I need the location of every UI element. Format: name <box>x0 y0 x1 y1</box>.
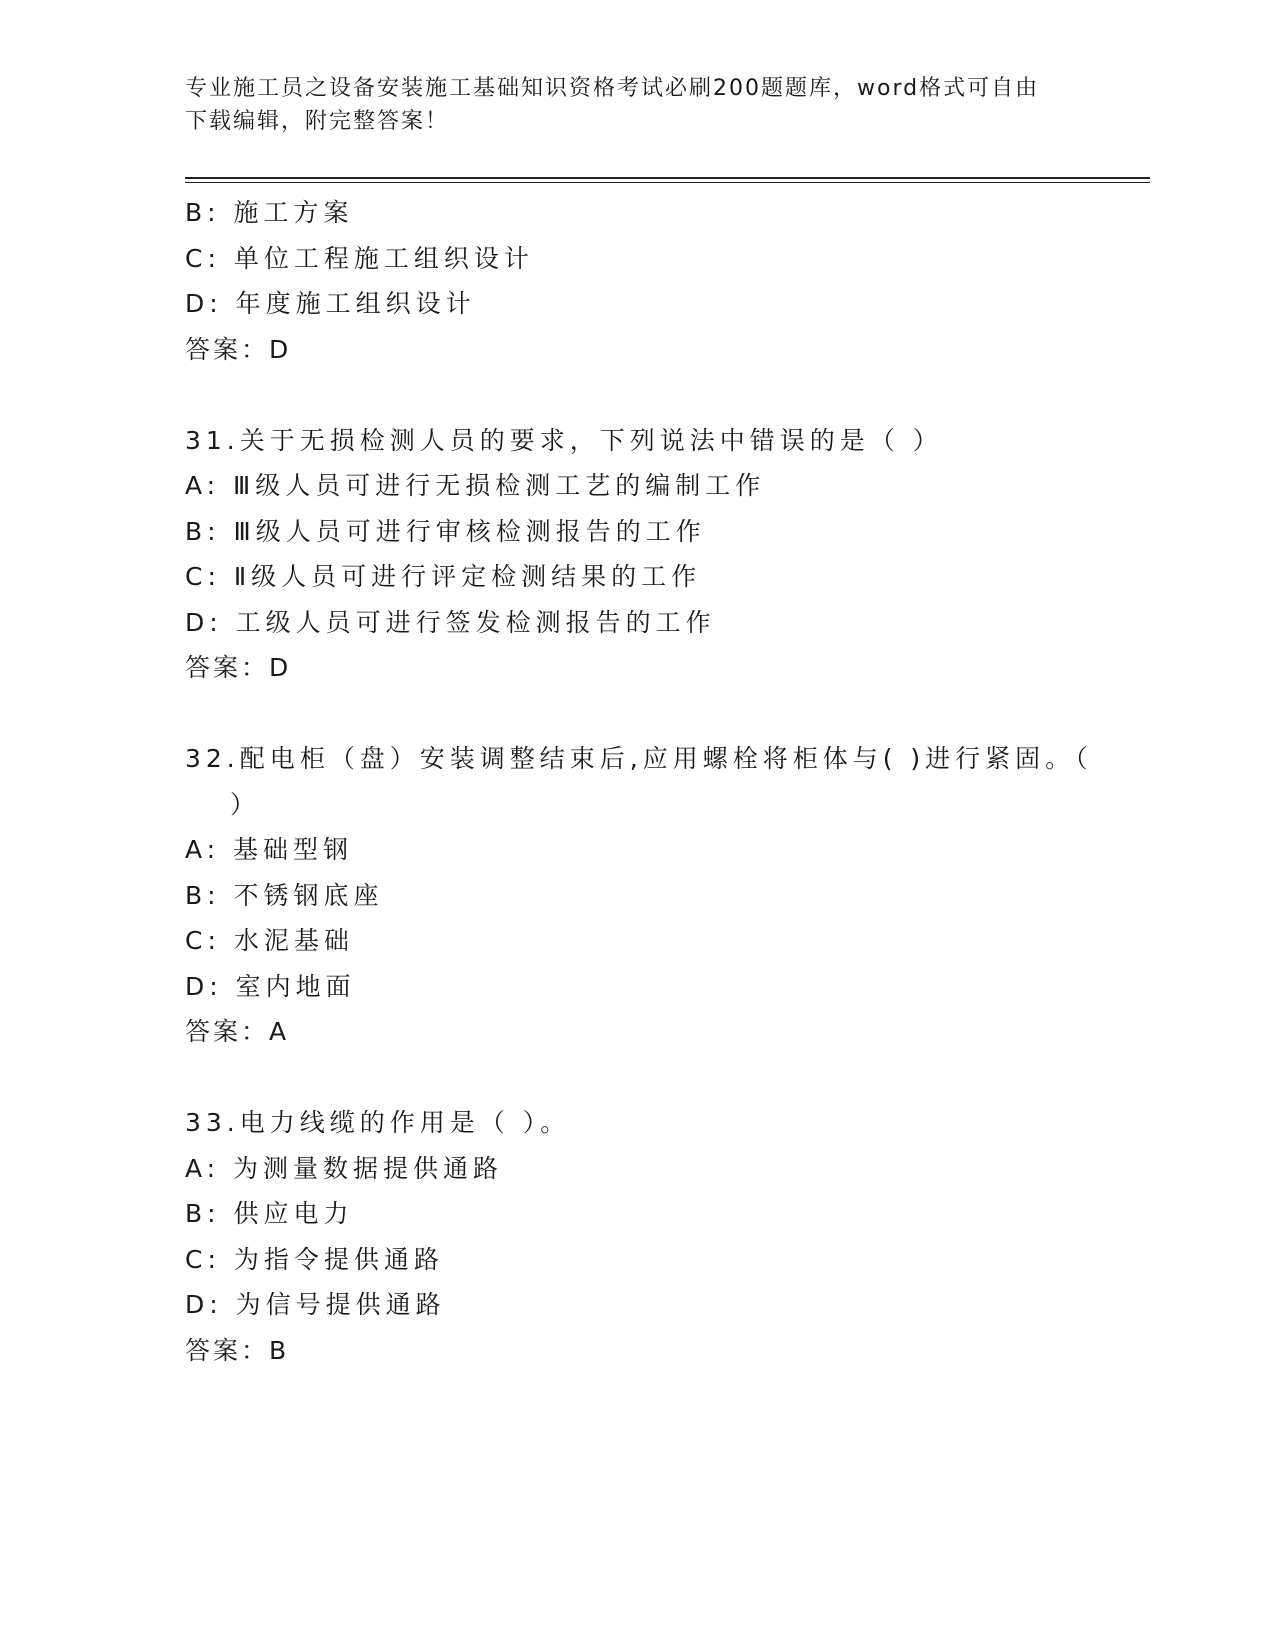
option-d: D: 工级人员可进行签发检测报告的工作 <box>185 607 716 637</box>
answer-label: 答案：B <box>185 1335 290 1365</box>
option-b: B: Ⅲ级人员可进行审核检测报告的工作 <box>185 516 706 546</box>
spacer <box>185 1055 1105 1101</box>
option-c: C: 单位工程施工组织设计 <box>185 243 534 273</box>
option-c: C: 为指令提供通路 <box>185 1244 444 1274</box>
question-stem: 31.关于无损检测人员的要求，下列说法中错误的是（ ） <box>185 425 943 455</box>
option-c: C: 水泥基础 <box>185 926 354 955</box>
option-d: D: 为信号提供通路 <box>185 1290 446 1319</box>
option-a: A: 基础型钢 <box>185 835 354 864</box>
header-title-line2: 下载编辑，附完整答案！ <box>185 109 450 134</box>
question-block-32 <box>185 736 1105 1055</box>
spacer <box>185 372 1105 418</box>
answer-label: 答案：D <box>185 653 292 682</box>
option-b: B: 施工方案 <box>185 198 354 227</box>
question-stem: 33.电力线缆的作用是（ ）。 <box>185 1108 571 1137</box>
question-block-31 <box>185 418 1105 691</box>
option-b: B: 供应电力 <box>185 1199 354 1228</box>
question-list <box>185 190 1105 1373</box>
question-stem: 32.配电柜（盘）安装调整结束后,应用螺栓将柜体与( )进行紧固。（ <box>185 744 1093 773</box>
page-header <box>185 72 1065 138</box>
question-stem-continuation: ） <box>230 789 261 819</box>
option-d: D: 年度施工组织设计 <box>185 289 476 318</box>
answer-label: 答案：D <box>185 334 292 364</box>
header-divider <box>185 177 1150 179</box>
header-divider-thin <box>185 182 1150 183</box>
option-b: B: 不锈钢底座 <box>185 880 384 910</box>
header-title-line1: 专业施工员之设备安装施工基础知识资格考试必刷200题题库，word格式可自由 <box>185 76 1040 101</box>
option-a: A: Ⅲ级人员可进行无损检测工艺的编制工作 <box>185 471 766 500</box>
answer-label: 答案：A <box>185 1017 290 1046</box>
prev-question-block <box>185 190 1105 372</box>
spacer <box>185 691 1105 737</box>
option-d: D: 室内地面 <box>185 971 356 1001</box>
option-a: A: 为测量数据提供通路 <box>185 1153 504 1183</box>
question-block-33 <box>185 1100 1105 1373</box>
option-c: C: Ⅱ级人员可进行评定检测结果的工作 <box>185 562 702 591</box>
